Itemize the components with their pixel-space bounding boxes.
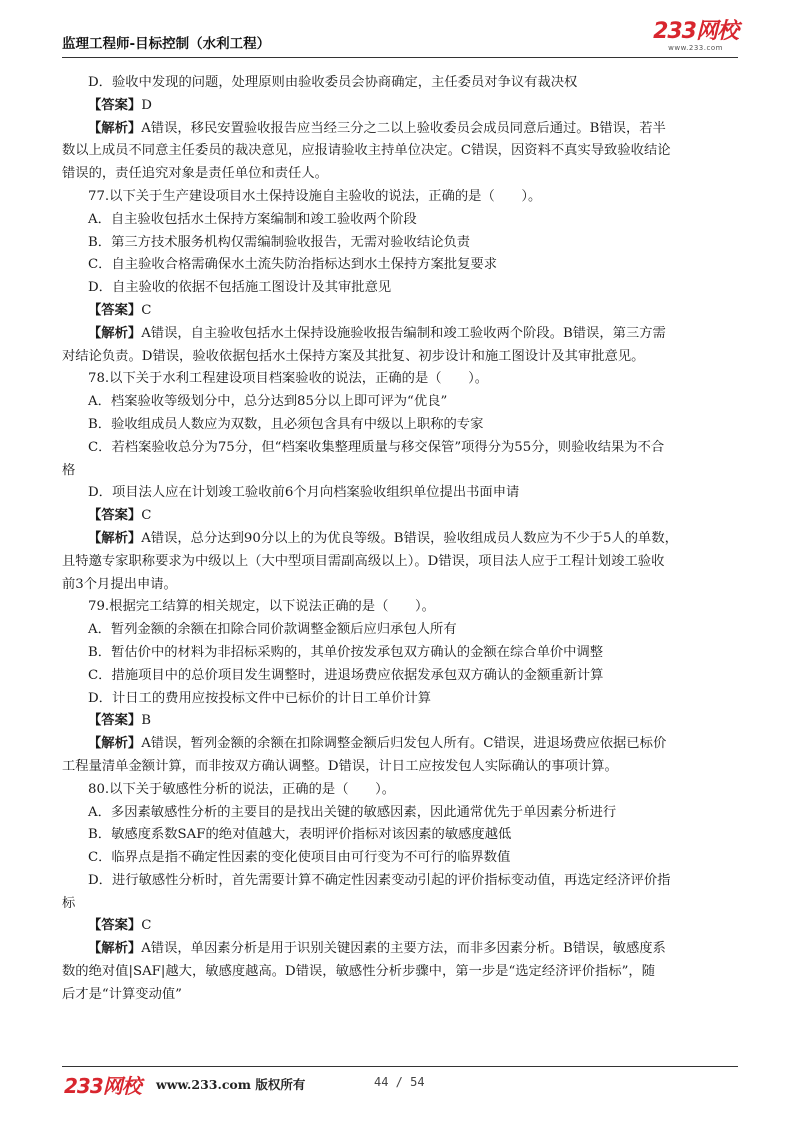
line-label: 【解析】 [88, 530, 142, 546]
text-line [62, 847, 738, 870]
text-line [62, 460, 738, 483]
line-text: C．自主验收合格需确保水土流失防治指标达到水土保持方案批复要求 [88, 257, 498, 273]
text-line [62, 437, 738, 460]
line-text: A错误，自主验收包括水土保持设施验收报告编制和竣工验收两个阶段。B错误，第三方需 [141, 325, 666, 341]
line-text: 对结论负责。D错误，验收依据包括水土保持方案及其批复、初步设计和施工图设计及其审批意见。 [62, 348, 645, 364]
text-line [62, 802, 738, 825]
answer-line [62, 505, 738, 528]
text-line [62, 574, 738, 597]
text-line [62, 72, 738, 95]
text-line [62, 209, 738, 232]
document-body [62, 72, 738, 1007]
brand-logo [653, 20, 738, 52]
line-text: D．项目法人应在计划竣工验收前6个月向档案验收组织单位提出书面申请 [88, 485, 520, 501]
text-line [62, 756, 738, 779]
line-text: 格 [62, 462, 76, 478]
line-label: 【答案】 [88, 302, 142, 318]
line-text: B．验收组成员人数应为双数，且必须包含具有中级以上职称的专家 [88, 416, 484, 432]
text-line [62, 665, 738, 688]
line-text: D．验收中发现的问题，处理原则由验收委员会协商确定，主任委员对争议有裁决权 [88, 75, 578, 90]
text-line [62, 779, 738, 802]
text-line [62, 391, 738, 414]
line-text: 后才是“计算变动值” [62, 986, 182, 1002]
text-line [62, 254, 738, 277]
line-text: A错误，总分达到90分以上的为优良等级。B错误，验收组成员人数应为不少于5人的单数， [141, 530, 678, 546]
line-text: 工程量清单金额计算，而非按双方确认调整。D错误，计日工应按发包人实际确认的事项计算。 [62, 758, 618, 774]
text-line [62, 346, 738, 369]
text-line [62, 163, 738, 186]
line-text: A．自主验收包括水土保持方案编制和竣工验收两个阶段 [88, 211, 417, 227]
line-text: B．第三方技术服务机构仅需编制验收报告，无需对验收结论负责 [88, 234, 471, 250]
text-line [62, 893, 738, 916]
text-line [62, 688, 738, 711]
logo-url: www.233.com [668, 44, 723, 52]
line-text: 79.根据完工结算的相关规定，以下说法正确的是（ ）。 [88, 599, 435, 615]
page-header [62, 18, 738, 60]
answer-line [62, 710, 738, 733]
line-text: D．进行敏感性分析时，首先需要计算不确定性因素变动引起的评价指标变动值，再选定经济评价指 [88, 872, 671, 888]
footer-divider [62, 1066, 738, 1067]
analysis-line [62, 528, 738, 551]
text-line [62, 482, 738, 505]
analysis-line [62, 323, 738, 346]
line-text: C．措施项目中的总价项目发生调整时，进退场费应依据发承包双方确认的金额重新计算 [88, 667, 604, 683]
line-label: 【答案】 [88, 713, 142, 729]
text-line [62, 140, 738, 163]
line-text: B [141, 713, 151, 729]
line-text: 标 [62, 895, 76, 911]
line-text: D．自主验收的依据不包括施工图设计及其审批意见 [88, 280, 392, 296]
text-line [62, 414, 738, 437]
line-text: C．临界点是指不确定性因素的变化使项目由可行变为不可行的临界数值 [88, 850, 511, 866]
line-text: 数的绝对值|SAF|越大，敏感度越高。D错误，敏感性分析步骤中，第一步是“选定经济评价指标”，随 [62, 964, 656, 980]
text-line [62, 368, 738, 391]
analysis-line [62, 938, 738, 961]
line-label: 【答案】 [88, 508, 142, 524]
text-line [62, 961, 738, 984]
text-line [62, 824, 738, 847]
line-text: A错误，移民安置验收报告应当经三分之二以上验收委员会成员同意后通过。B错误，若半 [141, 120, 666, 136]
line-text: 前3个月提出申请。 [62, 576, 177, 592]
logo-text: 233网校 [653, 19, 738, 44]
text-line [62, 619, 738, 642]
text-line [62, 277, 738, 300]
text-line [62, 642, 738, 665]
analysis-line [62, 733, 738, 756]
line-text: 且特邀专家职称要求为中级以上（大中型项目需副高级以上）。D错误，项目法人应于工程计划竣工验收 [62, 553, 665, 569]
answer-line [62, 95, 738, 118]
text-line [62, 984, 738, 1007]
line-text: C [141, 918, 152, 934]
answer-line [62, 915, 738, 938]
document-title: 监理工程师-目标控制（水利工程） [62, 36, 271, 52]
page-footer [62, 1070, 738, 1096]
line-text: 数以上成员不同意主任委员的裁决意见，应报请验收主持单位决定。C错误，因资料不真实导致验收结论 [62, 143, 671, 159]
text-line [62, 551, 738, 574]
page-number: 44 / 54 [374, 1075, 425, 1089]
line-label: 【解析】 [88, 325, 142, 341]
line-text: D [141, 97, 152, 113]
line-label: 【解析】 [88, 941, 142, 957]
line-text: 77.以下关于生产建设项目水土保持设施自主验收的说法，正确的是（ ）。 [88, 188, 542, 204]
line-text: A．档案验收等级划分中，总分达到85分以上即可评为“优良” [88, 394, 448, 410]
analysis-line [62, 118, 738, 141]
footer-logo: 233网校 [64, 1074, 141, 1098]
header-divider [62, 57, 738, 58]
line-text: C．若档案验收总分为75分，但“档案收集整理质量与移交保管”项得分为55分，则验收结果为不合 [88, 439, 665, 455]
line-label: 【解析】 [88, 736, 142, 752]
line-label: 【答案】 [88, 918, 142, 934]
line-label: 【答案】 [88, 97, 142, 113]
line-text: A．暂列金额的余额在扣除合同价款调整金额后应归承包人所有 [88, 622, 457, 638]
copyright-text: www.233.com 版权所有 [156, 1077, 306, 1092]
answer-line [62, 300, 738, 323]
text-line [62, 232, 738, 255]
line-text: A．多因素敏感性分析的主要目的是找出关键的敏感因素，因此通常优先于单因素分析进行 [88, 804, 617, 820]
line-text: C [141, 508, 152, 524]
line-text: A错误，单因素分析是用于识别关键因素的主要方法，而非多因素分析。B错误，敏感度系 [141, 941, 666, 957]
line-text: D．计日工的费用应按投标文件中已标价的计日工单价计算 [88, 690, 432, 706]
line-text: B．暂估价中的材料为非招标采购的，其单价按发承包双方确认的金额在综合单价中调整 [88, 644, 604, 660]
line-text: C [141, 302, 152, 318]
line-text: 80.以下关于敏感性分析的说法，正确的是（ ）。 [88, 781, 396, 797]
line-text: A错误，暂列金额的余额在扣除调整金额后归发包人所有。C错误，进退场费应依据已标价 [141, 736, 667, 752]
line-text: 错误的，责任追究对象是责任单位和责任人。 [62, 166, 328, 182]
text-line [62, 596, 738, 619]
text-line [62, 870, 738, 893]
line-text: B．敏感度系数SAF的绝对值越大，表明评价指标对该因素的敏感度越低 [88, 827, 512, 843]
line-label: 【解析】 [88, 120, 142, 136]
line-text: 78.以下关于水利工程建设项目档案验收的说法，正确的是（ ）。 [88, 371, 489, 387]
text-line [62, 186, 738, 209]
